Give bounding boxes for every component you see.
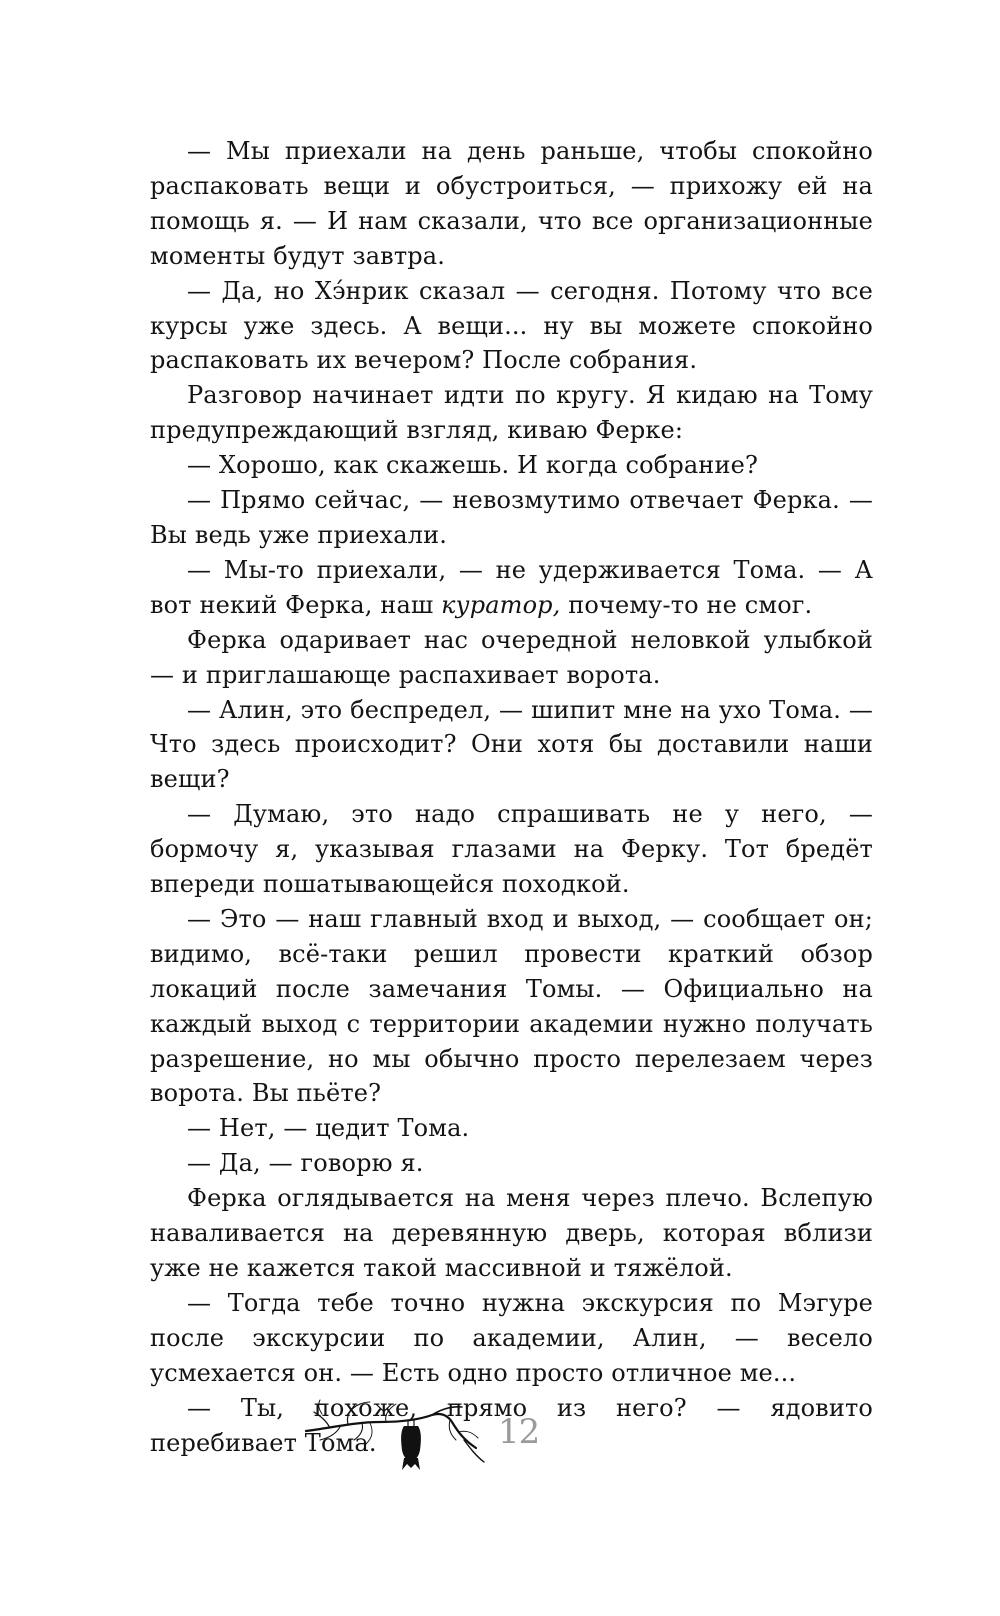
paragraph: Ферка оглядывается на меня через плечо. Вслепую наваливается на деревянную дверь, которая вблизи уже не кажется такой массивной и тяжёлой. (150, 1184, 873, 1282)
italic-word: куратор, (441, 590, 561, 619)
paragraph-text: почему-то не смог. (560, 590, 813, 619)
paragraph: Разговор начинает идти по кругу. Я кидаю на Тому предупреждающий взгляд, киваю Ферке: (150, 381, 873, 445)
paragraph: — Да, но Хэ́нрик сказал — сегодня. Потому что все курсы уже здесь. А вещи... ну вы можете спокойно распаковать их вечером? После собрания. (150, 276, 873, 375)
paragraph-text: — Мы-то приехали, — не удерживается Тома. — А вот некий Ферка, наш (150, 555, 873, 619)
paragraph: — Нет, — цедит Тома. (187, 1114, 470, 1143)
bat-hanging-from-branch-icon (300, 1398, 490, 1478)
paragraph: — Это — наш главный вход и выход, — сообщает он; видимо, всё-таки решил провести краткий обзор локаций после замечания Томы. — Официально на каждый выход с территории академии нужно получать разрешение, но мы обычно просто перелезаем через ворота. Вы пьёте? (150, 904, 873, 1108)
paragraph: — Тогда тебе точно нужна экскурсия по Мэгуре после экскурсии по академии, Алин, — весело усмехается он. — Есть одно просто отличное ме... (150, 1288, 873, 1387)
body-text (150, 134, 873, 1460)
paragraph (150, 553, 873, 623)
page-number: 12 (498, 1412, 540, 1452)
paragraph: — Думаю, это надо спрашивать не у него, — бормочу я, указывая глазами на Ферку. Тот бредёт впереди пошатывающейся походкой. (150, 800, 873, 899)
paragraph: — Ты, похоже, прямо из него? — ядовито перебивает Тома. (150, 1393, 873, 1457)
paragraph: — Да, — говорю я. (187, 1149, 424, 1178)
paragraph: — Прямо сейчас, — невозмутимо отвечает Ферка. — Вы ведь уже приехали. (150, 486, 873, 549)
paragraph: — Хорошо, как скажешь. И когда собрание? (187, 451, 758, 480)
paragraph: — Алин, это беспредел, — шипит мне на ухо Тома. — Что здесь происходит? Они хотя бы доставили наши вещи? (150, 695, 873, 794)
page-footer (300, 1398, 700, 1478)
paragraph: — Мы приехали на день раньше, чтобы спокойно распаковать вещи и обустроиться, — прихожу ей на помощь я. — И нам сказали, что все организационные моменты будут завтра. (150, 137, 873, 270)
paragraph: Ферка одаривает нас очередной неловкой улыбкой — и приглашающе распахивает ворота. (150, 625, 873, 689)
